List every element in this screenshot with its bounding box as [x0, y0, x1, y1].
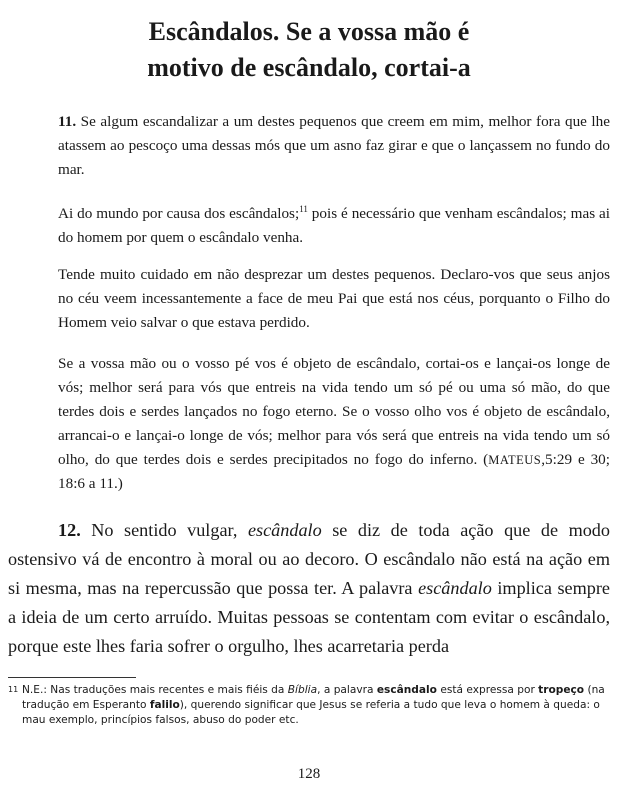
page-number: 128: [297, 766, 321, 782]
footnote-mark: 11: [8, 685, 19, 694]
footnote-text: N.E.: Nas traduções mais recentes e mais fiéis da Bíblia, a palavra escândalo está expressa por tropeço (na tradução em Esperanto falilo), querendo significar que Jesus se referia a tudo que leva o homem à queda: o mau exemplo, princípios falsos, abuso do poder etc.: [22, 684, 605, 726]
title-line-2: motivo de escândalo, cortai-a: [147, 53, 471, 82]
quote-paragraph-2: [58, 202, 610, 250]
quote-paragraph-3: [58, 263, 610, 335]
footnote: [8, 683, 612, 728]
quote-text: Ai do mundo por causa dos escândalos;: [58, 205, 300, 222]
footnote-reference: 11: [299, 203, 308, 214]
quote-text: Se algum escandalizar a um destes pequenos que creem em mim, melhor fora que lhe atassem ao pescoço uma dessas mós que um asno faz girar e que o lançassem no fundo do mar.: [58, 113, 610, 178]
quote-text: pois é necessário que venham escândalos; mas ai do homem por quem o escândalo venha.: [58, 205, 610, 246]
citation: (MATEUS,5:29 e 30; 18:6 a 11.): [58, 451, 610, 492]
citation-book: MATEUS: [488, 453, 542, 467]
body-paragraph-12: 12. No sentido vulgar, escândalo se diz de toda ação que de modo ostensivo vá de encontro à moral ou ao decoro. O escândalo não está na ação em si mesma, mas na repercussão que possa ter. A palavra escândalo implica sempre a ideia de um certo arruído. Muitas pessoas se contentam com evitar o escândalo, porque este lhes faria sofrer o orgulho, lhes acarretaria perda: [8, 520, 610, 656]
title-line-1: Escândalos. Se a vossa mão é: [148, 17, 470, 46]
italic-term: escândalo: [247, 520, 322, 540]
italic-term: escândalo: [418, 578, 492, 598]
quote-text: Se a vossa mão ou o vosso pé vos é objeto de escândalo, cortai-os e lançai-os longe de vós; melhor será para vós que entreis na vida tendo um só pé ou uma só mão, do que terdes dois e serdes lançados no fogo eterno. Se o vosso olho vos é objeto de escândalo, arrancai-o e lançai-o longe de vós; melhor para vós será que entreis na vida tendo um só olho, do que terdes dois e serdes precipitados no fogo do inferno.: [58, 355, 610, 468]
footnote-separator: [8, 677, 136, 678]
quote-paragraph-4: [58, 352, 610, 496]
quote-text: Tende muito cuidado em não desprezar um destes pequenos. Declaro-vos que seus anjos no céu veem incessantemente a face de meu Pai que está nos céus, porquanto o Filho do Homem veio salvar o que estava perdido.: [58, 266, 610, 331]
chapter-title: [0, 14, 618, 86]
item-number: 11.: [58, 113, 77, 130]
item-number: 12.: [58, 520, 81, 540]
quote-paragraph-1: [58, 110, 610, 182]
